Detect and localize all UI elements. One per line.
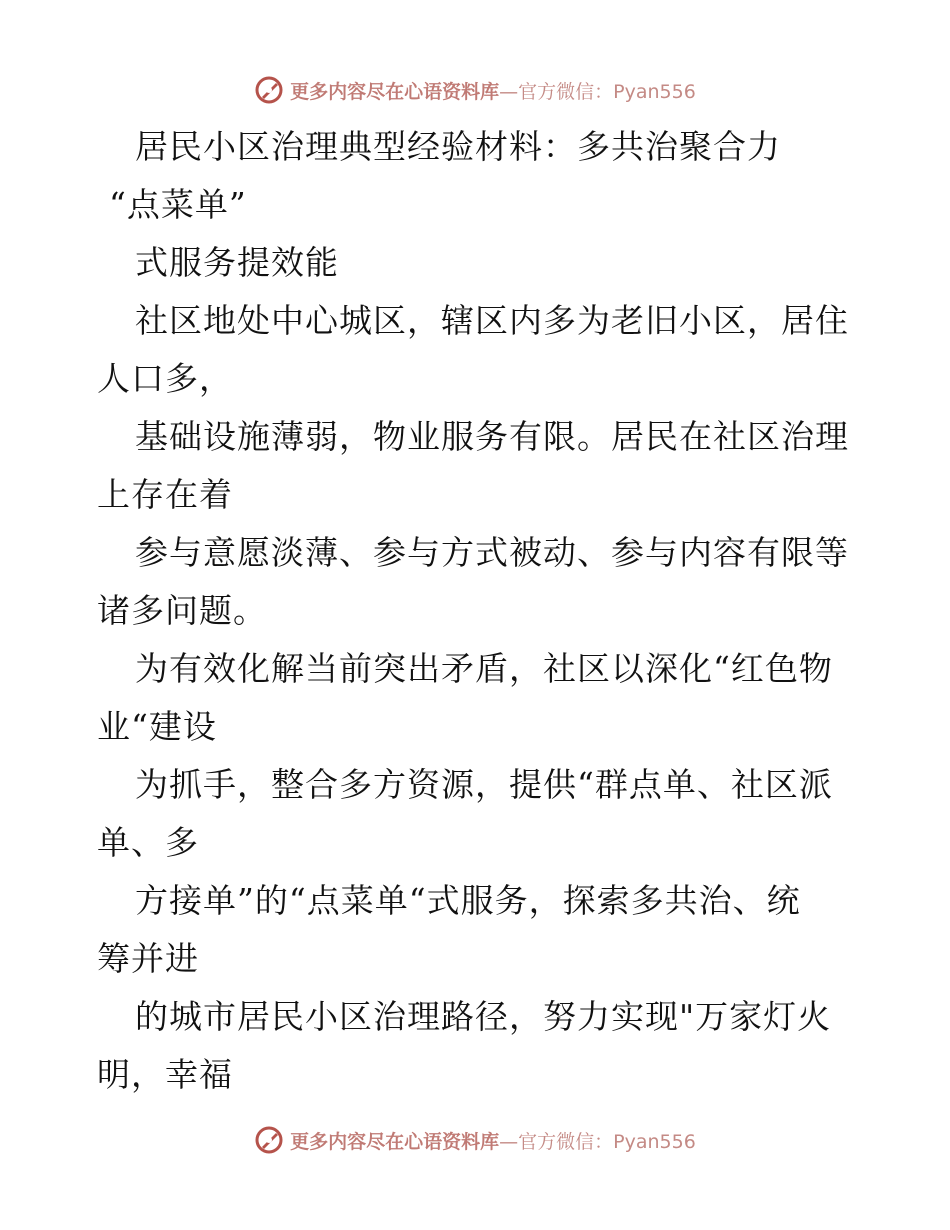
doc-title-line-1: 居民小区治理典型经验材料：多共治聚合力 xyxy=(135,127,781,166)
doc-title-line-2: “点菜单” xyxy=(109,185,247,224)
footer-separator: — xyxy=(499,1130,519,1153)
paragraph-line: 社区地处中心城区，辖区内多为老旧小区，居住 xyxy=(135,301,849,340)
pen-logo-icon xyxy=(254,75,284,105)
header-banner-text xyxy=(290,77,696,104)
paragraph-line: 业“建设 xyxy=(97,707,217,746)
paragraph-line: 单、多 xyxy=(97,823,199,862)
header-site-text: 更多内容尽在心语资料库 xyxy=(290,80,500,103)
header-banner xyxy=(0,70,950,110)
paragraph-line: 明，幸福 xyxy=(97,1055,233,1094)
paragraph-line: 诸多问题。 xyxy=(97,591,267,630)
paragraph-line: 方接单”的“点菜单“式服务，探索多共治、统 xyxy=(135,881,801,920)
footer-banner xyxy=(0,1120,950,1160)
paragraph-line: 为抓手，整合多方资源，提供“群点单、社区派 xyxy=(135,765,833,804)
footer-wechat-text: 官方微信：Pyan556 xyxy=(518,1130,696,1153)
header-wechat-text: 官方微信：Pyan556 xyxy=(518,80,696,103)
document-body xyxy=(97,118,857,1104)
paragraph-line: 上存在着 xyxy=(97,475,233,514)
paragraph-line: 参与意愿淡薄、参与方式被动、参与内容有限等 xyxy=(135,533,849,572)
paragraph-line: 基础设施薄弱，物业服务有限。居民在社区治理 xyxy=(135,417,849,456)
paragraph-line: 的城市居民小区治理路径，努力实现"万家灯火 xyxy=(135,997,832,1036)
paragraph-line: 人口多， xyxy=(97,359,233,398)
header-separator: — xyxy=(499,80,519,103)
footer-site-text: 更多内容尽在心语资料库 xyxy=(290,1130,500,1153)
paragraph-line: 筹并进 xyxy=(97,939,199,978)
pen-logo-icon xyxy=(254,1125,284,1155)
paragraph-line: 为有效化解当前突出矛盾，社区以深化“红色物 xyxy=(135,649,833,688)
doc-title-line-3: 式服务提效能 xyxy=(135,243,339,282)
footer-banner-text xyxy=(290,1127,696,1154)
